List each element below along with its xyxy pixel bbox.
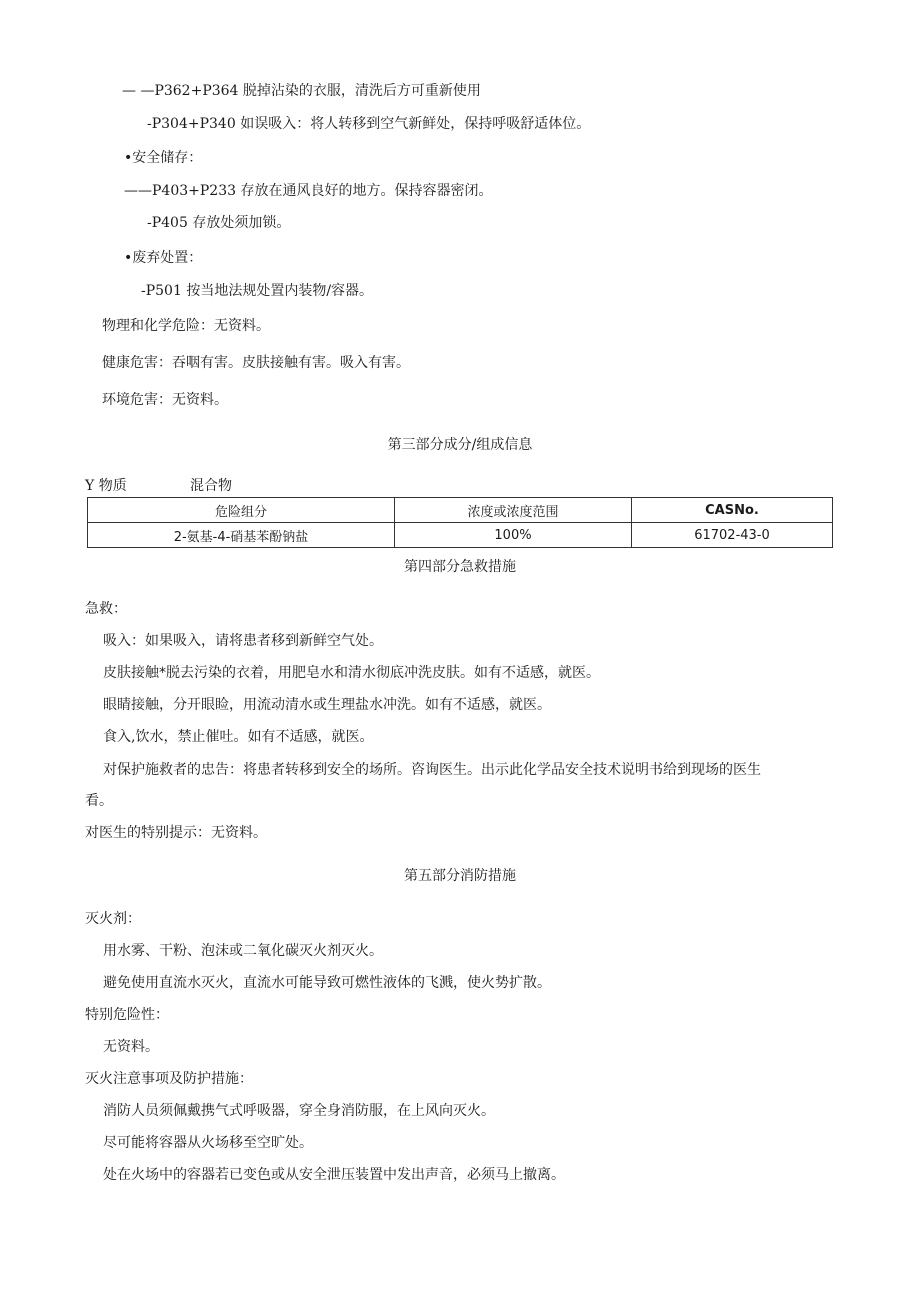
storage-heading: •安全储存： [124,150,203,166]
health-hazard-value: 危害：吞咽有害。皮肤接触有害。吸入有害。 [130,355,410,371]
table-row [88,523,833,548]
rescuer-advice-label: 对保护施救者的忠告 [103,762,229,778]
env-hazard [102,390,228,410]
firefighting-precaution-3: 处在火场中的容器若已变色或从安全泄压装置中发出声音，必须马上撤离。 [103,1167,565,1183]
rescuer-advice [103,760,761,780]
cell-cas: 61702-43-0 [632,523,833,548]
env-hazard-value: 无资料。 [172,392,228,408]
p501-statement: -P501 按当地法规处置内装物/容器。 [141,283,374,299]
firefighting-precaution-1: 消防人员须佩戴携气式呼吸器，穿全身消防服，在上风向灭火。 [103,1103,495,1119]
composition-table [87,497,833,548]
substance-value: 混合物 [190,478,232,494]
physical-hazard-label: 物理和化学危险： [102,318,214,334]
skin-contact [103,663,600,683]
extinguishing-agent-2: 避免使用直流水灭火，直流水可能导致可燃性液体的飞溅，使火势扩散。 [103,975,551,991]
firefighting-precaution-2: 尽可能将容器从火场移至空旷处。 [103,1135,313,1151]
eye-contact-text: ，分开眼睑，用流动清水或生理盐水冲洗。如有不适感，就医。 [159,697,551,713]
cell-concentration: 100% [395,523,632,548]
physical-hazard-value: 无资料。 [214,318,270,334]
rescuer-advice-cont: 看。 [85,793,113,809]
section3-title: 第三部分成分/组成信息 [387,437,533,453]
special-hazard-heading: 特别危险性： [85,1007,169,1023]
doctor-note-text: ：无资料。 [197,825,267,841]
eye-contact-label: 眼睛接触 [103,697,159,713]
cell-component: 2-氨基-4-硝基苯酚钠盐 [88,523,395,548]
eye-contact [103,695,551,715]
header-concentration: 浓度或浓度范围 [395,498,632,523]
p405-statement: -P405 存放处须加锁。 [147,215,291,231]
p304-statement: -P304+P340 如误吸入：将人转移到空气新鲜处，保持呼吸舒适体位。 [147,116,591,132]
disposal-heading: •废弃处置： [124,250,203,266]
p362-statement: — —P362+P364 脱掉沾染的衣服，清洗后方可重新使用 [122,83,481,99]
skin-contact-text: 脱去污染的衣着，用肥皂水和清水彻底冲洗皮肤。如有不适感，就医。 [166,665,600,681]
doctor-note-label: 对医生的特别提示 [85,825,197,841]
ingestion [103,727,373,747]
ingestion-text: ,饮水，禁止催吐。如有不适感，就医。 [131,729,374,745]
inhale-text: 吸入：如果吸入，请将患者移到新鲜空气处。 [103,633,383,649]
substance-label: Y 物质 [85,478,127,494]
health-hazard [102,353,410,373]
table-header-row [88,498,833,523]
p403-statement: ——P403+P233 存放在通风良好的地方。保持容器密闭。 [124,183,493,199]
header-cas-no: CASNo. [632,498,833,523]
header-hazard-component: 危险组分 [88,498,395,523]
section5-title: 第五部分消防措施 [404,868,516,884]
extinguishing-agent-1: 用水雾、干粉、泡沫或二氧化碳灭火剂灭火。 [103,943,383,959]
special-hazard-value: 无资料。 [103,1039,159,1055]
doctor-note [85,823,267,843]
health-hazard-label: 健康 [102,355,130,371]
ingestion-label: 食入 [103,729,131,745]
firefighting-precaution-heading: 灭火注意事项及防护措施： [85,1071,253,1087]
first-aid-heading: 急救： [85,601,127,617]
rescuer-advice-text: ：将患者转移到安全的场所。咨询医生。出示此化学品安全技术说明书给到现场的医生 [229,762,761,778]
extinguishing-heading: 灭火剂： [85,911,141,927]
skin-contact-label: 皮肤接触* [103,665,166,681]
env-hazard-label: 环境危害： [102,392,172,408]
physical-hazard [102,316,270,336]
section4-title: 第四部分急救措施 [404,559,516,575]
